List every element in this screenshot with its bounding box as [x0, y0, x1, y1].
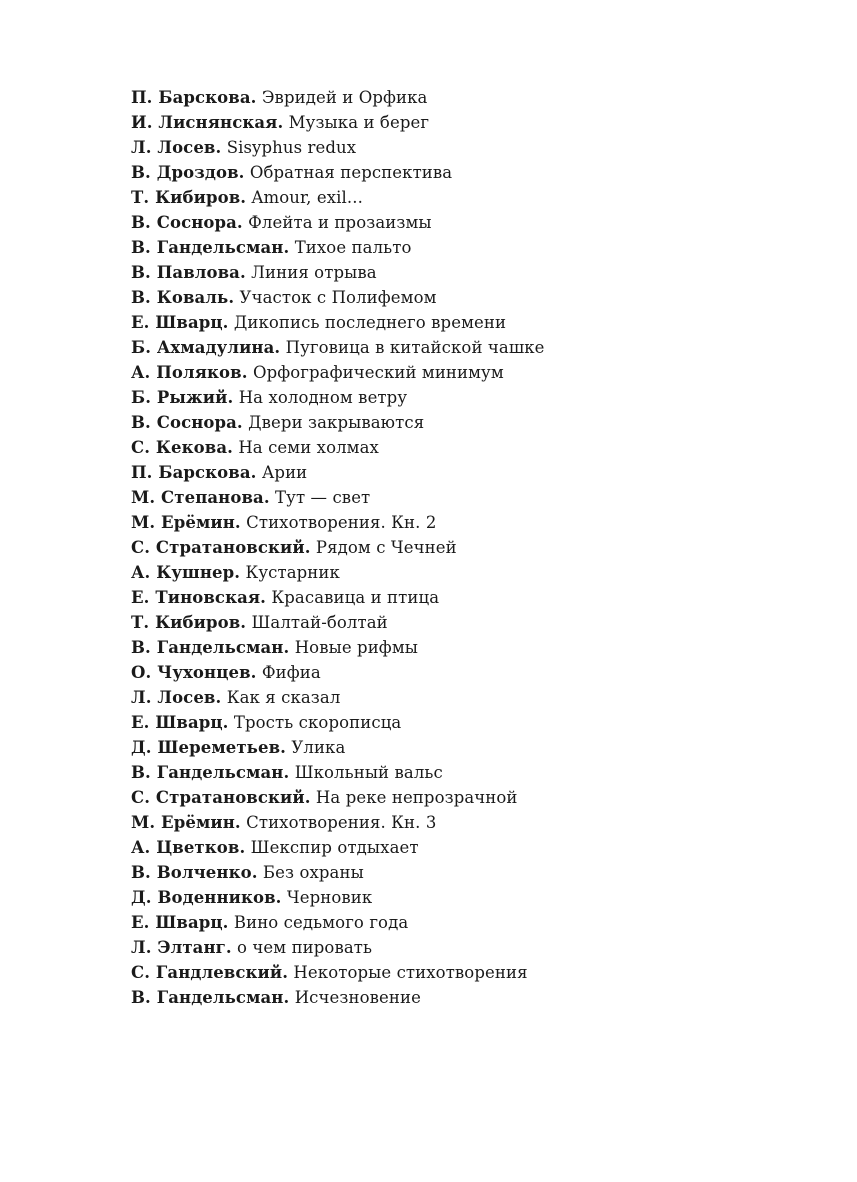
entry-author: П. Барскова.: [131, 463, 257, 482]
entry-author: Б. Рыжий.: [131, 388, 234, 407]
entry-title: Линия отрыва: [251, 263, 377, 282]
entry-author: Е. Шварц.: [131, 713, 229, 732]
list-item: [131, 885, 811, 910]
entry-title: Стихотворения. Кн. 3: [246, 813, 437, 832]
entry-author: В. Коваль.: [131, 288, 235, 307]
list-item: [131, 460, 811, 485]
list-item: [131, 410, 811, 435]
list-item: [131, 735, 811, 760]
list-item: [131, 335, 811, 360]
entry-author: Е. Шварц.: [131, 313, 229, 332]
list-item: [131, 685, 811, 710]
entry-author: Д. Шереметьев.: [131, 738, 286, 757]
list-item: [131, 610, 811, 635]
entry-author: В. Павлова.: [131, 263, 246, 282]
list-item: [131, 235, 811, 260]
entry-author: М. Степанова.: [131, 488, 270, 507]
entry-title: Шалтай-болтай: [251, 613, 388, 632]
entry-title: На семи холмах: [238, 438, 379, 457]
entry-title: Шекспир отдыхает: [250, 838, 419, 857]
list-item: [131, 860, 811, 885]
list-item: [131, 960, 811, 985]
entry-author: О. Чухонцев.: [131, 663, 257, 682]
list-item: [131, 260, 811, 285]
list-item: [131, 385, 811, 410]
entry-title: Улика: [291, 738, 346, 757]
entry-author: И. Лиснянская.: [131, 113, 284, 132]
entry-author: П. Барскова.: [131, 88, 257, 107]
entry-author: А. Кушнер.: [131, 563, 241, 582]
entry-title: Фифиа: [261, 663, 321, 682]
list-item: [131, 485, 811, 510]
list-item: [131, 210, 811, 235]
entry-title: Школьный вальс: [294, 763, 443, 782]
entry-title: Amour, exil...: [251, 188, 363, 207]
entry-title: Обратная перспектива: [249, 163, 453, 182]
entry-author: В. Гандельсман.: [131, 638, 290, 657]
entry-title: Стихотворения. Кн. 2: [246, 513, 437, 532]
list-item: [131, 810, 811, 835]
entry-author: В. Гандельсман.: [131, 763, 290, 782]
entry-author: В. Волченко.: [131, 863, 258, 882]
book-list: [131, 85, 811, 1010]
entry-title: Черновик: [286, 888, 373, 907]
list-item: [131, 560, 811, 585]
entry-title: Орфографический минимум: [252, 363, 504, 382]
entry-title: Новые рифмы: [294, 638, 418, 657]
entry-title: Sisyphus redux: [226, 138, 357, 157]
entry-author: А. Цветков.: [131, 838, 246, 857]
entry-author: В. Дроздов.: [131, 163, 245, 182]
entry-author: С. Кекова.: [131, 438, 233, 457]
entry-author: Л. Элтанг.: [131, 938, 232, 957]
entry-title: Дикопись последнего времени: [233, 313, 507, 332]
entry-author: С. Гандлевский.: [131, 963, 289, 982]
entry-author: Д. Воденников.: [131, 888, 282, 907]
entry-author: Е. Тиновская.: [131, 588, 267, 607]
list-item: [131, 360, 811, 385]
list-item: [131, 110, 811, 135]
list-item: [131, 310, 811, 335]
entry-title: Участок с Полифемом: [239, 288, 437, 307]
list-item: [131, 935, 811, 960]
list-item: [131, 785, 811, 810]
entry-title: Флейта и прозаизмы: [248, 213, 432, 232]
entry-author: Е. Шварц.: [131, 913, 229, 932]
entry-title: Тихое пальто: [294, 238, 412, 257]
entry-title: Арии: [261, 463, 308, 482]
entry-title: Красавица и птица: [271, 588, 440, 607]
entry-author: Л. Лосев.: [131, 688, 222, 707]
list-item: [131, 85, 811, 110]
entry-author: В. Соснора.: [131, 213, 243, 232]
entry-title: Кустарник: [245, 563, 340, 582]
list-item: [131, 135, 811, 160]
entry-author: С. Стратановский.: [131, 538, 311, 557]
list-item: [131, 660, 811, 685]
entry-author: М. Ерёмин.: [131, 813, 241, 832]
entry-author: Л. Лосев.: [131, 138, 222, 157]
list-item: [131, 635, 811, 660]
entry-title: Музыка и берег: [288, 113, 430, 132]
entry-author: С. Стратановский.: [131, 788, 311, 807]
entry-title: Как я сказал: [226, 688, 341, 707]
entry-title: Пуговица в китайской чашке: [285, 338, 545, 357]
entry-author: Б. Ахмадулина.: [131, 338, 281, 357]
list-item: [131, 160, 811, 185]
list-item: [131, 910, 811, 935]
list-item: [131, 535, 811, 560]
entry-author: В. Гандельсман.: [131, 988, 290, 1007]
entry-title: Некоторые стихотворения: [293, 963, 528, 982]
entry-title: Вино седьмого года: [233, 913, 409, 932]
entry-author: М. Ерёмин.: [131, 513, 241, 532]
entry-title: Трость скорописца: [233, 713, 402, 732]
entry-title: Тут — свет: [275, 488, 371, 507]
list-item: [131, 285, 811, 310]
entry-author: А. Поляков.: [131, 363, 248, 382]
entry-author: Т. Кибиров.: [131, 188, 247, 207]
entry-title: Эвридей и Орфика: [261, 88, 428, 107]
list-item: [131, 760, 811, 785]
list-item: [131, 835, 811, 860]
entry-title: Без охраны: [262, 863, 364, 882]
entry-author: Т. Кибиров.: [131, 613, 247, 632]
entry-title: На холодном ветру: [238, 388, 408, 407]
entry-title: На реке непрозрачной: [315, 788, 518, 807]
entry-author: В. Соснора.: [131, 413, 243, 432]
entry-author: В. Гандельсман.: [131, 238, 290, 257]
list-item: [131, 585, 811, 610]
entry-title: Исчезновение: [294, 988, 421, 1007]
list-item: [131, 435, 811, 460]
entry-title: о чем пировать: [237, 938, 373, 957]
list-item: [131, 985, 811, 1010]
list-item: [131, 510, 811, 535]
entry-title: Рядом с Чечней: [315, 538, 457, 557]
list-item: [131, 185, 811, 210]
entry-title: Двери закрываются: [248, 413, 425, 432]
list-item: [131, 710, 811, 735]
